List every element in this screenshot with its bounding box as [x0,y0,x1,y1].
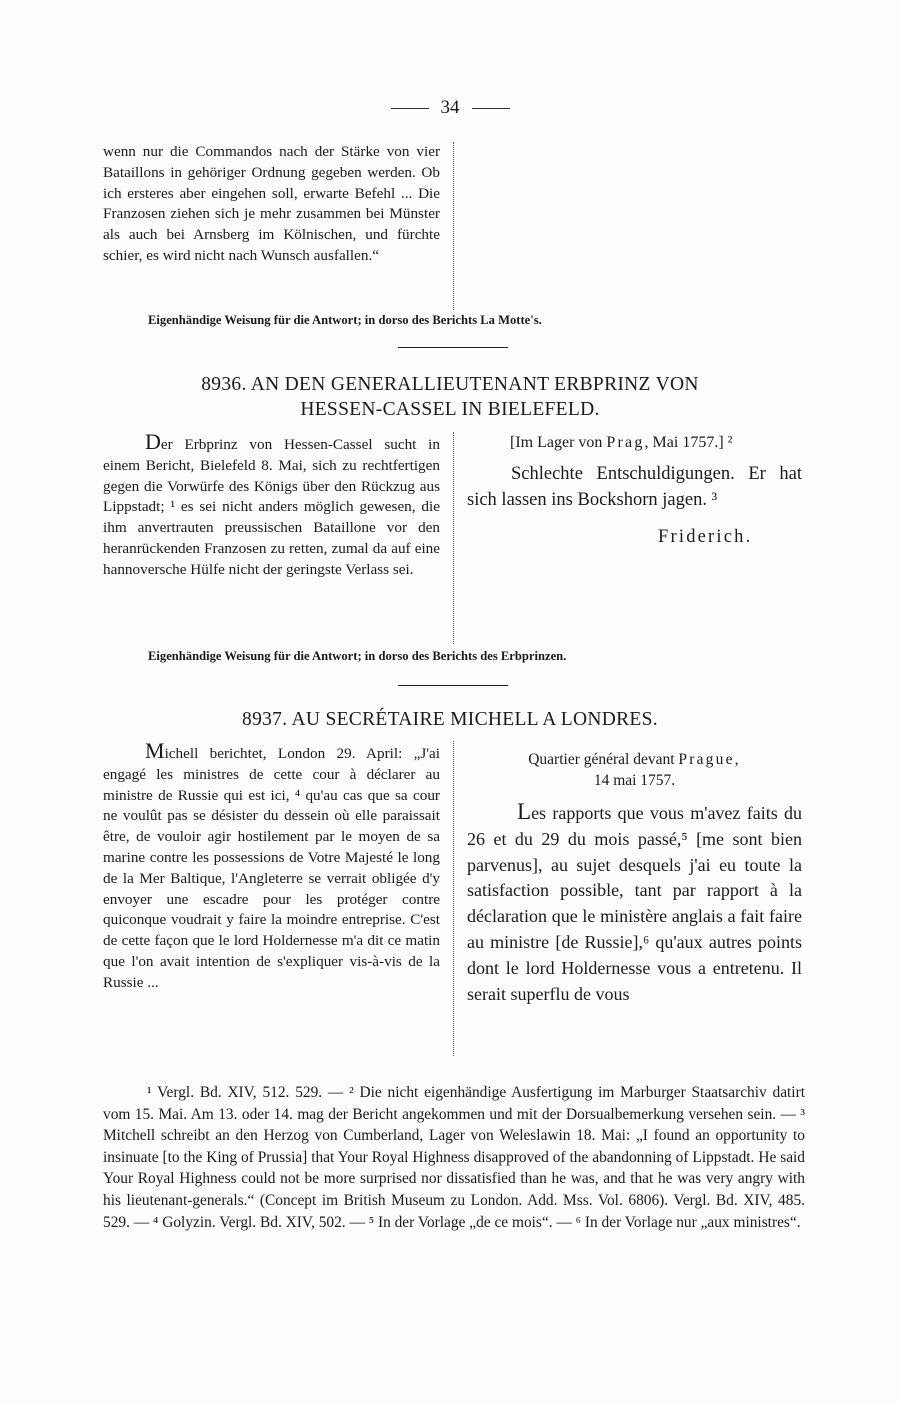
section-rule [398,685,508,686]
column-divider [453,432,454,644]
letter-8937-summary: Michell berichtet, London 29. April: „J'ai engagé les ministres de cette cour à déclarer au ministre de Russie qui est ici, ⁴ qu'au cas que sa cour ne voulût pas se désister du dessein où elle paraissait être, de vouloir agir hostilement par le moyen de sa marine contre les possessions de Votre Majesté le long de la Mer Baltique, l'Angleterre se verrait obligée d'y envoyer une escadre pour les protéger contre quiconque voudrait y faire la moindre entreprise. C'est de cette façon que le lord Holdernesse m'a dit ce matin que l'on avait intention de s'expliquer vis-à-vis de la Russie ... [103,738,440,991]
column-divider [453,741,454,1056]
page-number: 34 [440,97,460,118]
signature: Friderich. [658,527,753,547]
letter-8937-heading: 8937. AU SECRÉTAIRE MICHELL A LONDRES. [242,709,658,730]
continuation-text: wenn nur die Commandos nach der Stärke von vier Bataillons in gehöriger Ordnung gegeben werden. Ob ich ersteres aber eingehen soll, erwarte Befehl ... Die Franzosen ziehen sich je mehr zusammen bei Münster als auch bei Arnsberg im Kölnischen, und fürchte schier, es wird nicht nach Wunsch ausfallen.“ [103,143,440,264]
letter-8936-heading: 8936. AN DEN GENERALLIEUTENANT ERBPRINZ VON HESSEN-CASSEL IN BIELEFELD. [201,374,699,420]
column-divider [453,142,454,310]
drop-cap: D [145,429,161,454]
continuation-note: Eigenhändige Weisung für die Antwort; in dorso des Berichts La Motte's. [148,313,542,327]
section-rule [398,347,508,348]
letter-8936-dateline: [Im Lager von Prag, Mai 1757.] ² [510,434,733,451]
letter-8936-note: Eigenhändige Weisung für die Antwort; in dorso des Berichts des Erbprinzen. [148,649,567,663]
drop-cap: L [517,799,532,824]
footnotes: ¹ Vergl. Bd. XIV, 512. 529. — ² Die nicht eigenhändige Ausfertigung im Marburger Staatsarchiv datirt vom 15. Mai. Am 13. oder 14. mag der Bericht angekommen und mit der Dorsualbemerkung versehen sein. — ³ Mitchell schreibt an den Herzog von Cumberland, Lager von Weleslawin 18. Mai: „I found an opportunity to insinuate [to the King of Prussia] that Your Royal Highness disapproved of the abandonning of Lippstadt. He said Your Royal Highness could not be more surprised nor dissatisfied than he was, and that he was very angry with his lieutenant-generals.“ (Concept im British Museum zu London. Add. Mss. Vol. 6806). Vergl. Bd. XIV, 485. 529. — ⁴ Golyzin. Vergl. Bd. XIV, 502. — ⁵ In der Vorlage „de ce mois“. — ⁶ In der Vorlage nur „aux ministres“. [103,1084,805,1231]
letter-8936-summary: Der Erbprinz von Hessen-Cassel sucht in einem Bericht, Bielefeld 8. Mai, sich zu rechtfertigen gegen die Vorwürfe des Königs über den Rückzug aus Lippstadt; ¹ es sei nicht anders möglich gewesen, die ihm anvertrauten preussischen Bataillone vor den heranrückenden Franzosen zu retten, zumal da auf eine hannoversche Hülfe nicht der geringste Verlass sei. [103,429,440,578]
letter-8937-dateline: Quartier général devant Prague, 14 mai 1757. [528,751,741,789]
page-number-dash-right [472,108,510,109]
letter-8936-reply: Schlechte Entschuldigungen. Er hat sich lassen ins Bockshorn jagen. ³ [467,464,802,510]
letter-8937-reply: Les rapports que vous m'avez faits du 26 et du 29 du mois passé,⁵ [me sont bien parvenus], au sujet desquels j'ai eu toute la satisfaction possible, tant par rapport à la déclaration que le ministère anglais a fait faire au ministre [de Russie],⁶ qu'aux autres points dont le lord Holdernesse vous a entretenu. Il serait superflu de vous [467,799,802,1004]
page-number-line [0,97,900,119]
drop-cap: M [145,738,165,763]
page-number-dash-left [391,108,429,109]
